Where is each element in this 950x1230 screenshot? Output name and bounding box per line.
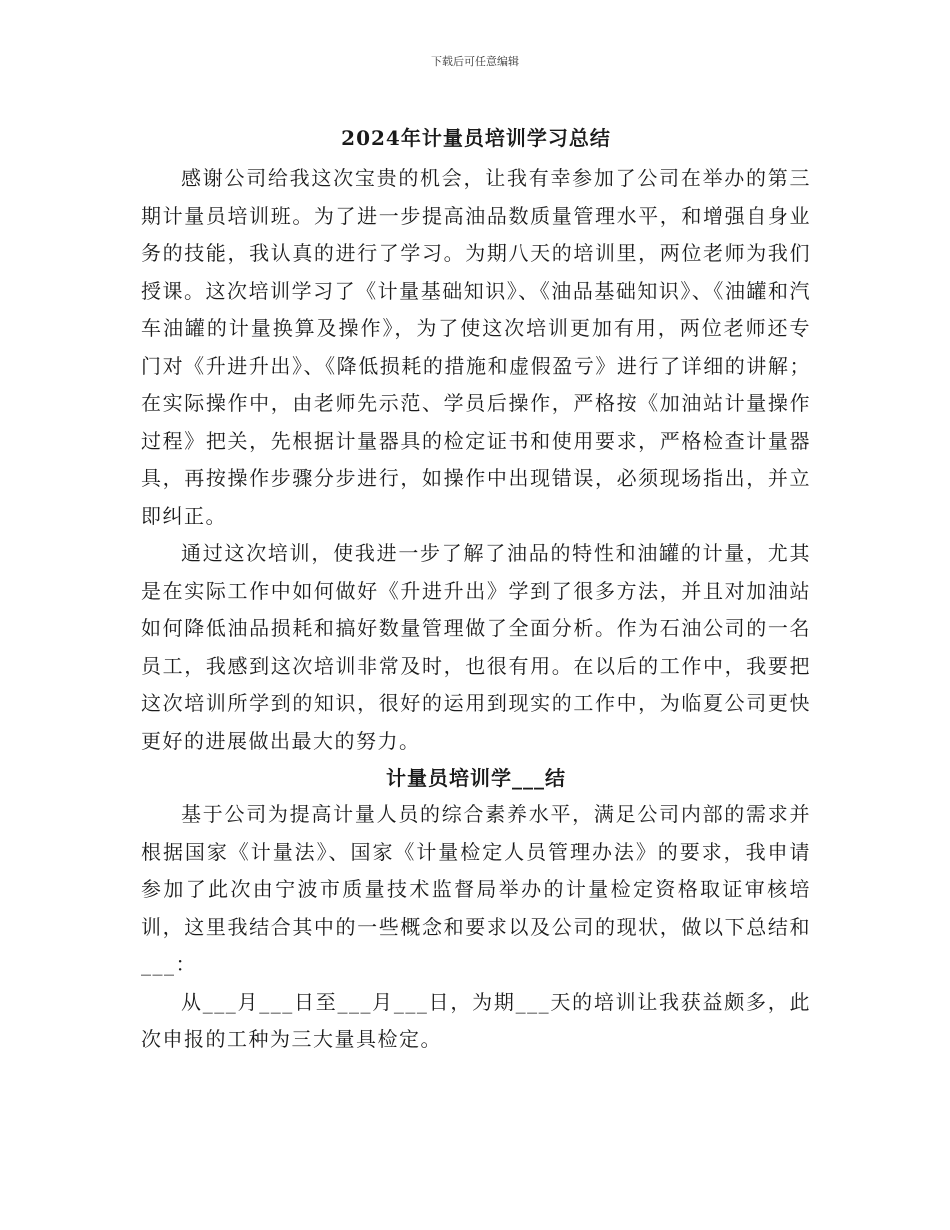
paragraph-4: 从___月___日至___月___日，为期___天的培训让我获益颇多，此次申报的工种为三大量具检定。 xyxy=(141,989,811,1051)
paragraph-1: 感谢公司给我这次宝贵的机会，让我有幸参加了公司在举办的第三期计量员培训班。为了进一步提高油品数质量管理水平，和增强自身业务的技能，我认真的进行了学习。为期八天的培训里，两位老师为我们授课。这次培训学习了《计量基础知识》、《油品基础知识》、《油罐和汽车油罐的计量换算及操作》，为了使这次培训更加有用，两位老师还专门对《升进升出》、《降低损耗的措施和虚假盈亏》进行了详细的讲解；在实际操作中，由老师先示范、学员后操作，严格按《加油站计量操作过程》把关，先根据计量器具的检定证书和使用要求，严格检查计量器具，再按操作步骤分步进行，如操作中出现错误，必须现场指出，并立即纠正。 xyxy=(141,166,811,528)
document-title: 2024年计量员培训学习总结 xyxy=(341,126,611,150)
paragraph-3: 基于公司为提高计量人员的综合素养水平，满足公司内部的需求并根据国家《计量法》、国家《计量检定人员管理办法》的要求，我申请参加了此次由宁波市质量技术监督局举办的计量检定资格取证审核培训，这里我结合其中的一些概念和要求以及公司的现状，做以下总结和___： xyxy=(141,802,811,976)
paragraph-2: 通过这次培训，使我进一步了解了油品的特性和油罐的计量，尤其是在实际工作中如何做好《升进升出》学到了很多方法，并且对加油站如何降低油品损耗和搞好数量管理做了全面分析。作为石油公司的一名员工，我感到这次培训非常及时，也很有用。在以后的工作中，我要把这次培训所学到的知识，很好的运用到现实的工作中，为临夏公司更快更好的进展做出最大的努力。 xyxy=(141,541,811,753)
document-body xyxy=(141,120,811,1059)
section-title: 计量员培训学___结 xyxy=(386,766,566,790)
header-note: 下载后可任意编辑 xyxy=(431,55,519,68)
